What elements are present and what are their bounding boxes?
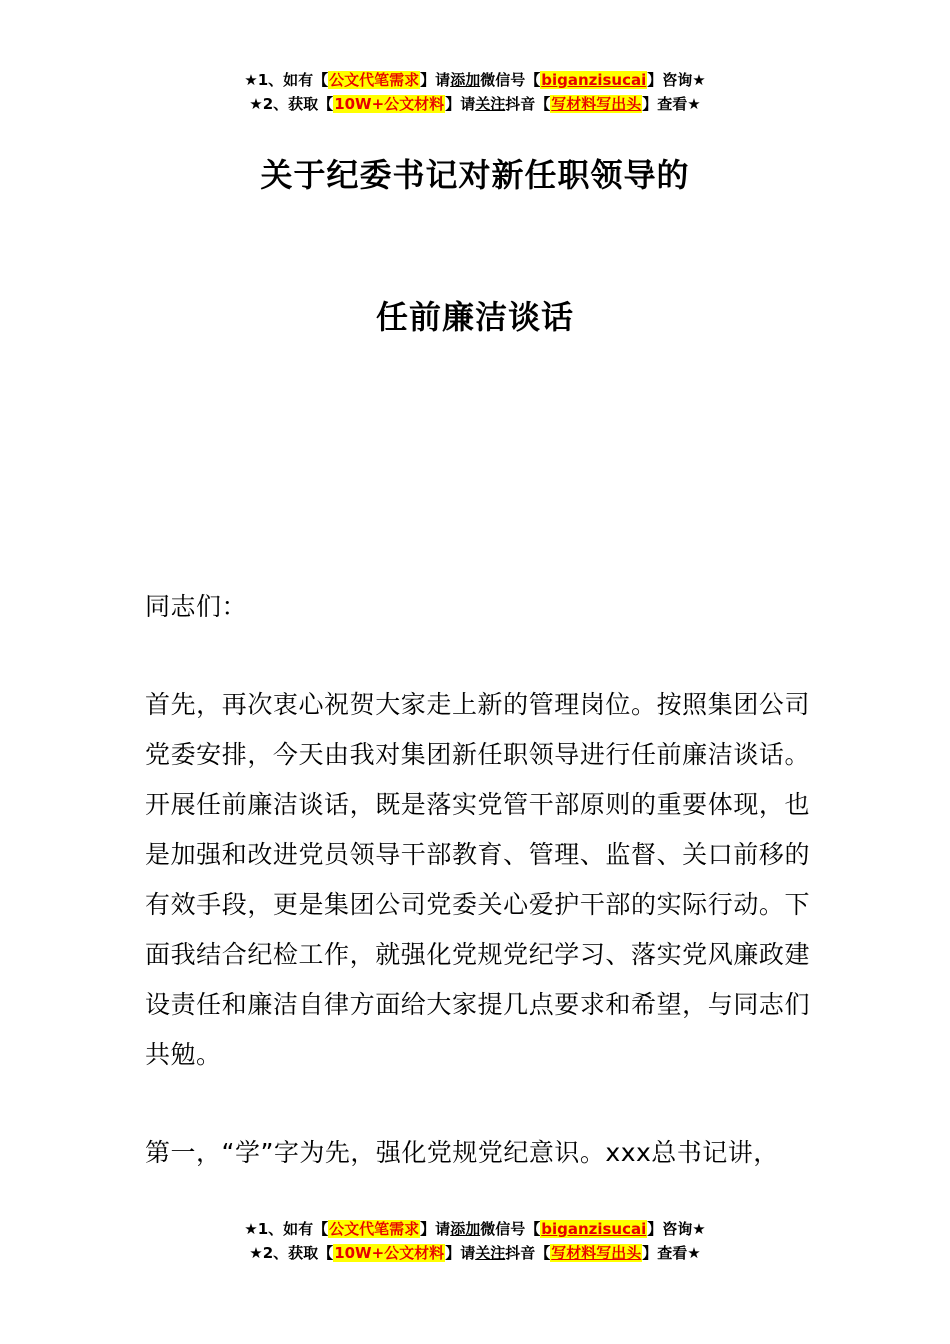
paragraph-2	[145, 1128, 815, 1178]
banner-text: ★1、如有【	[244, 1220, 329, 1238]
banner-emphasis: 关注	[475, 1244, 506, 1262]
banner-text: 】请	[420, 71, 451, 89]
paragraph-2-text: 第一，“学”字为先，强化党规党纪意识。xxx总书记讲，	[145, 1138, 779, 1167]
banner-line-2	[0, 92, 950, 116]
banner-wechat-id: biganzisucai	[541, 71, 647, 89]
banner-text: 抖音【	[505, 95, 551, 113]
banner-text: 抖音【	[505, 1244, 551, 1262]
banner-text: ★1、如有【	[244, 71, 329, 89]
paragraph-1	[145, 680, 810, 1080]
banner-text: ★2、获取【	[249, 1244, 334, 1262]
banner-highlight: 10W+公文材料	[334, 95, 445, 113]
top-banner	[0, 68, 950, 116]
banner-emphasis: 关注	[475, 95, 506, 113]
banner-text: ★2、获取【	[249, 95, 334, 113]
bottom-banner	[0, 1217, 950, 1265]
banner-wechat-id: biganzisucai	[541, 1220, 647, 1238]
banner-text: 微信号【	[480, 1220, 541, 1238]
banner-text: 】咨询★	[647, 71, 706, 89]
banner-emphasis: 添加	[450, 71, 481, 89]
banner-line-2	[0, 1241, 950, 1265]
banner-text: 】咨询★	[647, 1220, 706, 1238]
paragraph-1-text: 首先，再次衷心祝贺大家走上新的管理岗位。按照集团公司党委安排，今天由我对集团新任职领导进行任前廉洁谈话。开展任前廉洁谈话，既是落实党管干部原则的重要体现，也是加强和改进党员领导干部教育、管理、监督、关口前移的有效手段，更是集团公司党委关心爱护干部的实际行动。下面我结合纪检工作，就强化党规党纪学习、落实党风廉政建设责任和廉洁自律方面给大家提几点要求和希望，与同志们共勉。	[145, 690, 810, 1069]
salutation-text: 同志们：	[145, 592, 248, 621]
salutation	[145, 582, 810, 632]
banner-text: 】请	[420, 1220, 451, 1238]
banner-text: 】请	[445, 95, 476, 113]
banner-douyin-id: 写材料写出头	[551, 95, 642, 113]
banner-text: 】查看★	[642, 1244, 701, 1262]
banner-highlight: 公文代笔需求	[329, 71, 420, 89]
banner-line-1	[0, 1217, 950, 1241]
document-title-line-1: 关于纪委书记对新任职领导的	[260, 156, 690, 194]
banner-highlight: 10W+公文材料	[334, 1244, 445, 1262]
banner-text: 】请	[445, 1244, 476, 1262]
banner-douyin-id: 写材料写出头	[551, 1244, 642, 1262]
banner-highlight: 公文代笔需求	[329, 1220, 420, 1238]
banner-text: 微信号【	[480, 71, 541, 89]
document-title-line-2: 任前廉洁谈话	[375, 298, 574, 336]
banner-emphasis: 添加	[450, 1220, 481, 1238]
banner-text: 】查看★	[642, 95, 701, 113]
banner-line-1	[0, 68, 950, 92]
